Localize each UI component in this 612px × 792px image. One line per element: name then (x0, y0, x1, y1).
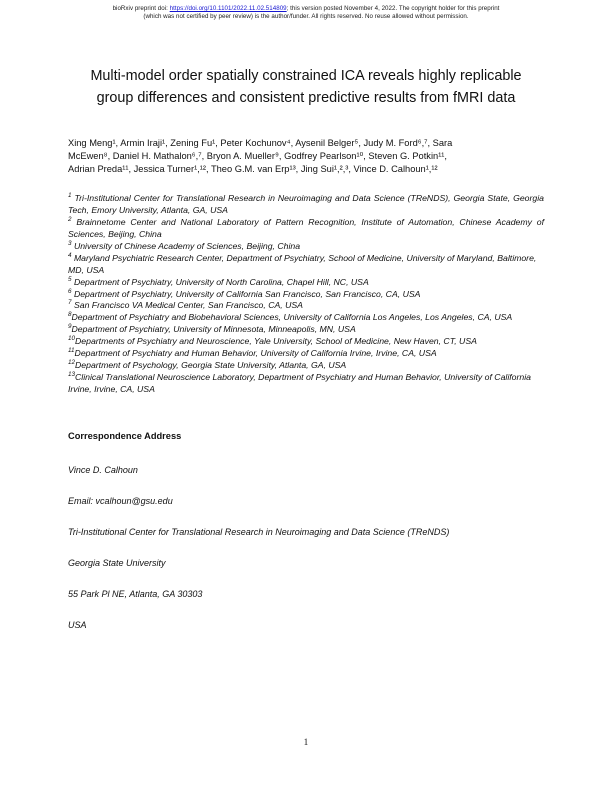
affiliation-marker: 1 (68, 192, 72, 200)
author-line-3: Adrian Preda¹¹, Jessica Turner¹,¹², Theo G.M. van Erp¹³, Jing Sui¹,²,³, Vince D. Calhoun¹,¹² (68, 164, 438, 175)
affiliation-marker: 6 (68, 287, 72, 295)
affiliation-marker: 4 (68, 251, 72, 259)
affiliation-text: San Francisco VA Medical Center, San Francisco, CA, USA (73, 300, 303, 311)
page-title: Multi-model order spatially constrained ICA reveals highly replicable group differences and consistent predictive results from fMRI data (90, 68, 522, 106)
affiliation-item (68, 253, 544, 277)
affiliation-text: Tri-Institutional Center for Translational Research in Neuroimaging and Data Science (TReNDS), Georgia State, Georgia Tech, Emory University, Atlanta, GA, USA (68, 193, 544, 216)
correspondence-country: USA (68, 619, 87, 630)
affiliation-item (68, 241, 544, 253)
affiliation-item (68, 289, 544, 301)
affiliation-text: University of Chinese Academy of Sciences, Beijing, China (73, 240, 301, 251)
correspondence-institute: Tri-Institutional Center for Translational Research in Neuroimaging and Data Science (TReNDS) (68, 526, 450, 537)
affiliation-marker: 5 (68, 275, 72, 283)
preprint-banner-suffix: ; this version posted November 4, 2022. The copyright holder for this preprint (286, 5, 500, 12)
affiliation-item (68, 360, 544, 372)
affiliation-text: Brainnetome Center and National Laboratory of Pattern Recognition, Institute of Automation, Chinese Academy of Sciences, Beijing, China (68, 217, 544, 239)
affiliation-marker: 11 (68, 347, 75, 355)
preprint-banner-prefix: bioRxiv preprint doi: (112, 5, 170, 12)
affiliation-text: Department of Psychiatry, University of Minnesota, Minneapolis, MN, USA (71, 324, 356, 335)
correspondence-heading: Correspondence Address (68, 430, 182, 441)
affiliation-marker: 12 (68, 359, 76, 367)
affiliation-item (68, 312, 544, 324)
affiliation-text: Department of Psychiatry and Human Behavior, University of California Irvine, Irvine, CA, USA (74, 348, 437, 359)
affiliation-list (68, 193, 544, 395)
affiliation-marker: 7 (68, 299, 72, 307)
correspondence-email[interactable]: Email: vcalhoun@gsu.edu (68, 495, 173, 506)
affiliation-text: Department of Psychiatry, University of North Carolina, Chapel Hill, NC, USA (73, 276, 369, 287)
affiliation-marker: 9 (68, 323, 72, 331)
doi-link[interactable]: https://doi.org/10.1101/2022.11.02.514809 (169, 5, 287, 12)
affiliation-item (68, 372, 544, 396)
correspondence-university: Georgia State University (68, 557, 166, 568)
correspondence-street: 55 Park Pl NE, Atlanta, GA 30303 (68, 588, 203, 599)
affiliation-marker: 13 (68, 370, 76, 378)
affiliation-item (68, 217, 544, 241)
correspondence-block (68, 465, 544, 630)
correspondence-name: Vince D. Calhoun (68, 464, 138, 475)
affiliation-text: Department of Psychiatry, University of California San Francisco, San Francisco, CA, USA (73, 288, 421, 299)
affiliation-marker: 2 (68, 216, 72, 224)
affiliation-item (68, 193, 544, 217)
affiliation-text: Department of Psychiatry and Biobehavioral Sciences, University of California Los Angeles, Los Angeles, CA, USA (71, 312, 513, 323)
affiliation-marker: 3 (68, 240, 72, 248)
affiliation-item (68, 348, 544, 360)
author-line-1: Xing Meng¹, Armin Iraji¹, Zening Fu¹, Peter Kochunov⁴, Aysenil Belger⁵, Judy M. Ford⁶,⁷, Sara (68, 138, 453, 148)
page-content (68, 0, 544, 630)
preprint-banner-line2: (which was not certified by peer review) is the author/funder. All rights reserved. No reuse allowed without permission. (143, 13, 469, 21)
affiliation-item (68, 277, 544, 289)
affiliation-text: Department of Psychology, Georgia State University, Atlanta, GA, USA (75, 359, 347, 370)
affiliation-marker: 10 (68, 335, 76, 343)
affiliation-item (68, 300, 544, 312)
affiliation-text: Departments of Psychiatry and Neuroscience, Yale University, School of Medicine, New Haven, CT, USA (75, 336, 477, 347)
author-list (68, 137, 544, 176)
affiliation-item (68, 336, 544, 348)
page-number: 1 (303, 738, 309, 748)
affiliation-text: Clinical Translational Neuroscience Laboratory, Department of Psychiatry and Human Behavior, University of California Irvine, Irvine, CA, USA (68, 371, 531, 394)
affiliation-marker: 8 (68, 311, 72, 319)
affiliation-item (68, 324, 544, 336)
author-line-2: McEwen⁸, Daniel H. Mathalon⁶,⁷, Bryon A. Mueller⁹, Godfrey Pearlson¹⁰, Steven G. Potkin¹¹, (68, 151, 447, 162)
affiliation-text: Maryland Psychiatric Research Center, Department of Psychiatry, School of Medicine, University of Maryland, Baltimore, MD, USA (68, 252, 537, 275)
